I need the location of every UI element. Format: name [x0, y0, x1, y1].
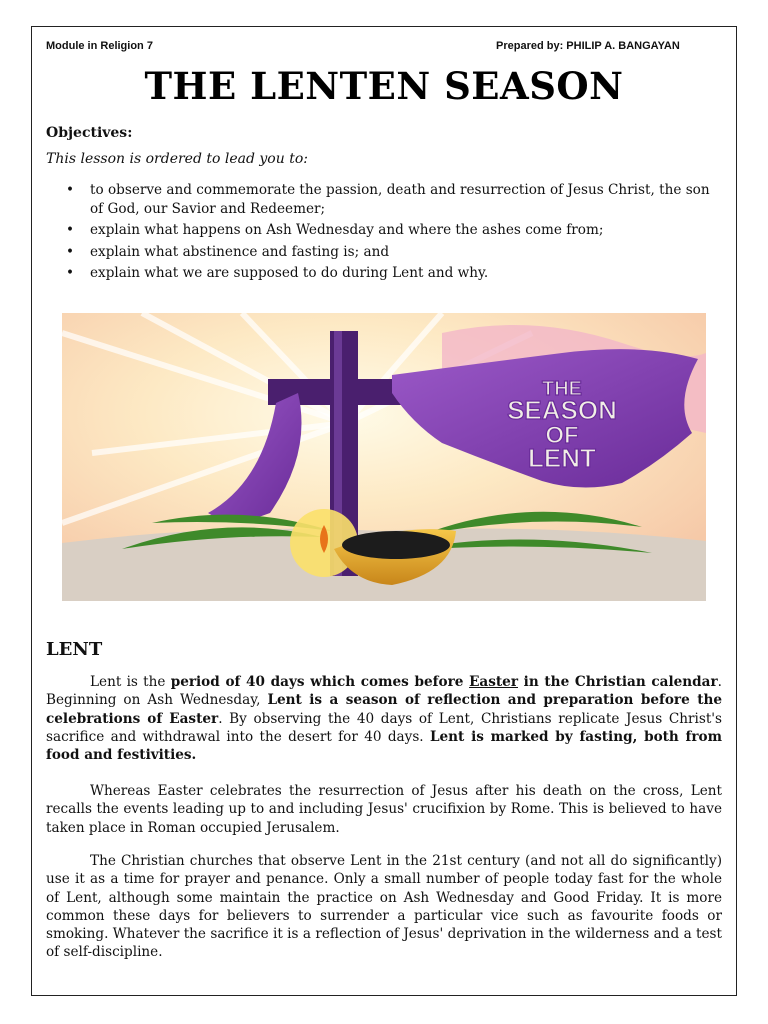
season-of-lent-illustration — [62, 313, 706, 601]
lent-paragraph-3: The Christian churches that observe Lent in the 21st century (and not all do significantly) use it as a time for prayer and penance. Only a small number of people today fast for the whole of Lent, although some maintain the practice on Ash Wednesday and Good Friday. It is more common these days for believers to surrender a particular vice such as favourite foods or smoking. Whatever the sacrifice it is a reflection of Jesus' deprivation in the wilderness and a test of self-discipline. — [46, 853, 722, 961]
banner-text-of: OF — [545, 422, 579, 449]
easter-link-text: Easter — [469, 674, 518, 690]
section-heading-lent: LENT — [46, 639, 103, 660]
objectives-list — [46, 181, 726, 286]
lent-paragraph-2: Whereas Easter celebrates the resurrection of Jesus after his death on the cross, Lent recalls the events leading up to and including Jesus' crucifixion by Rome. This is believed to have taken place in Roman occupied Jerusalem. — [46, 783, 722, 836]
banner-text-the: THE — [542, 378, 582, 400]
prepared-by-label: Prepared by: PHILIP A. BANGAYAN — [496, 40, 680, 52]
lent-paragraph-1: Lent is the period of 40 days which comes before Easter in the Christian calendar. Beginning on Ash Wednesday, Lent is a season of reflection and preparation before the celebrations of Easter. By observing the 40 days of Lent, Christians replicate Jesus Christ's sacrifice and withdrawal into the desert for 40 days. Lent is marked by fasting, both from food and festivities. — [46, 674, 723, 764]
objectives-intro: This lesson is ordered to lead you to: — [46, 151, 308, 167]
list-item: • explain what happens on Ash Wednesday and where the ashes come from; — [46, 221, 726, 240]
module-label: Module in Religion 7 — [46, 40, 153, 52]
list-item: • explain what abstinence and fasting is; and — [46, 243, 726, 262]
list-item: • explain what we are supposed to do during Lent and why. — [46, 264, 726, 283]
list-item: • to observe and commemorate the passion, death and resurrection of Jesus Christ, the son of God, our Savior and Redeemer; — [46, 181, 726, 218]
page-title: THE LENTEN SEASON — [144, 64, 624, 108]
objectives-heading: Objectives: — [46, 125, 133, 141]
banner-text-lent: LENT — [528, 443, 596, 473]
banner-text-season: SEASON — [507, 395, 617, 425]
ashes — [342, 531, 450, 559]
